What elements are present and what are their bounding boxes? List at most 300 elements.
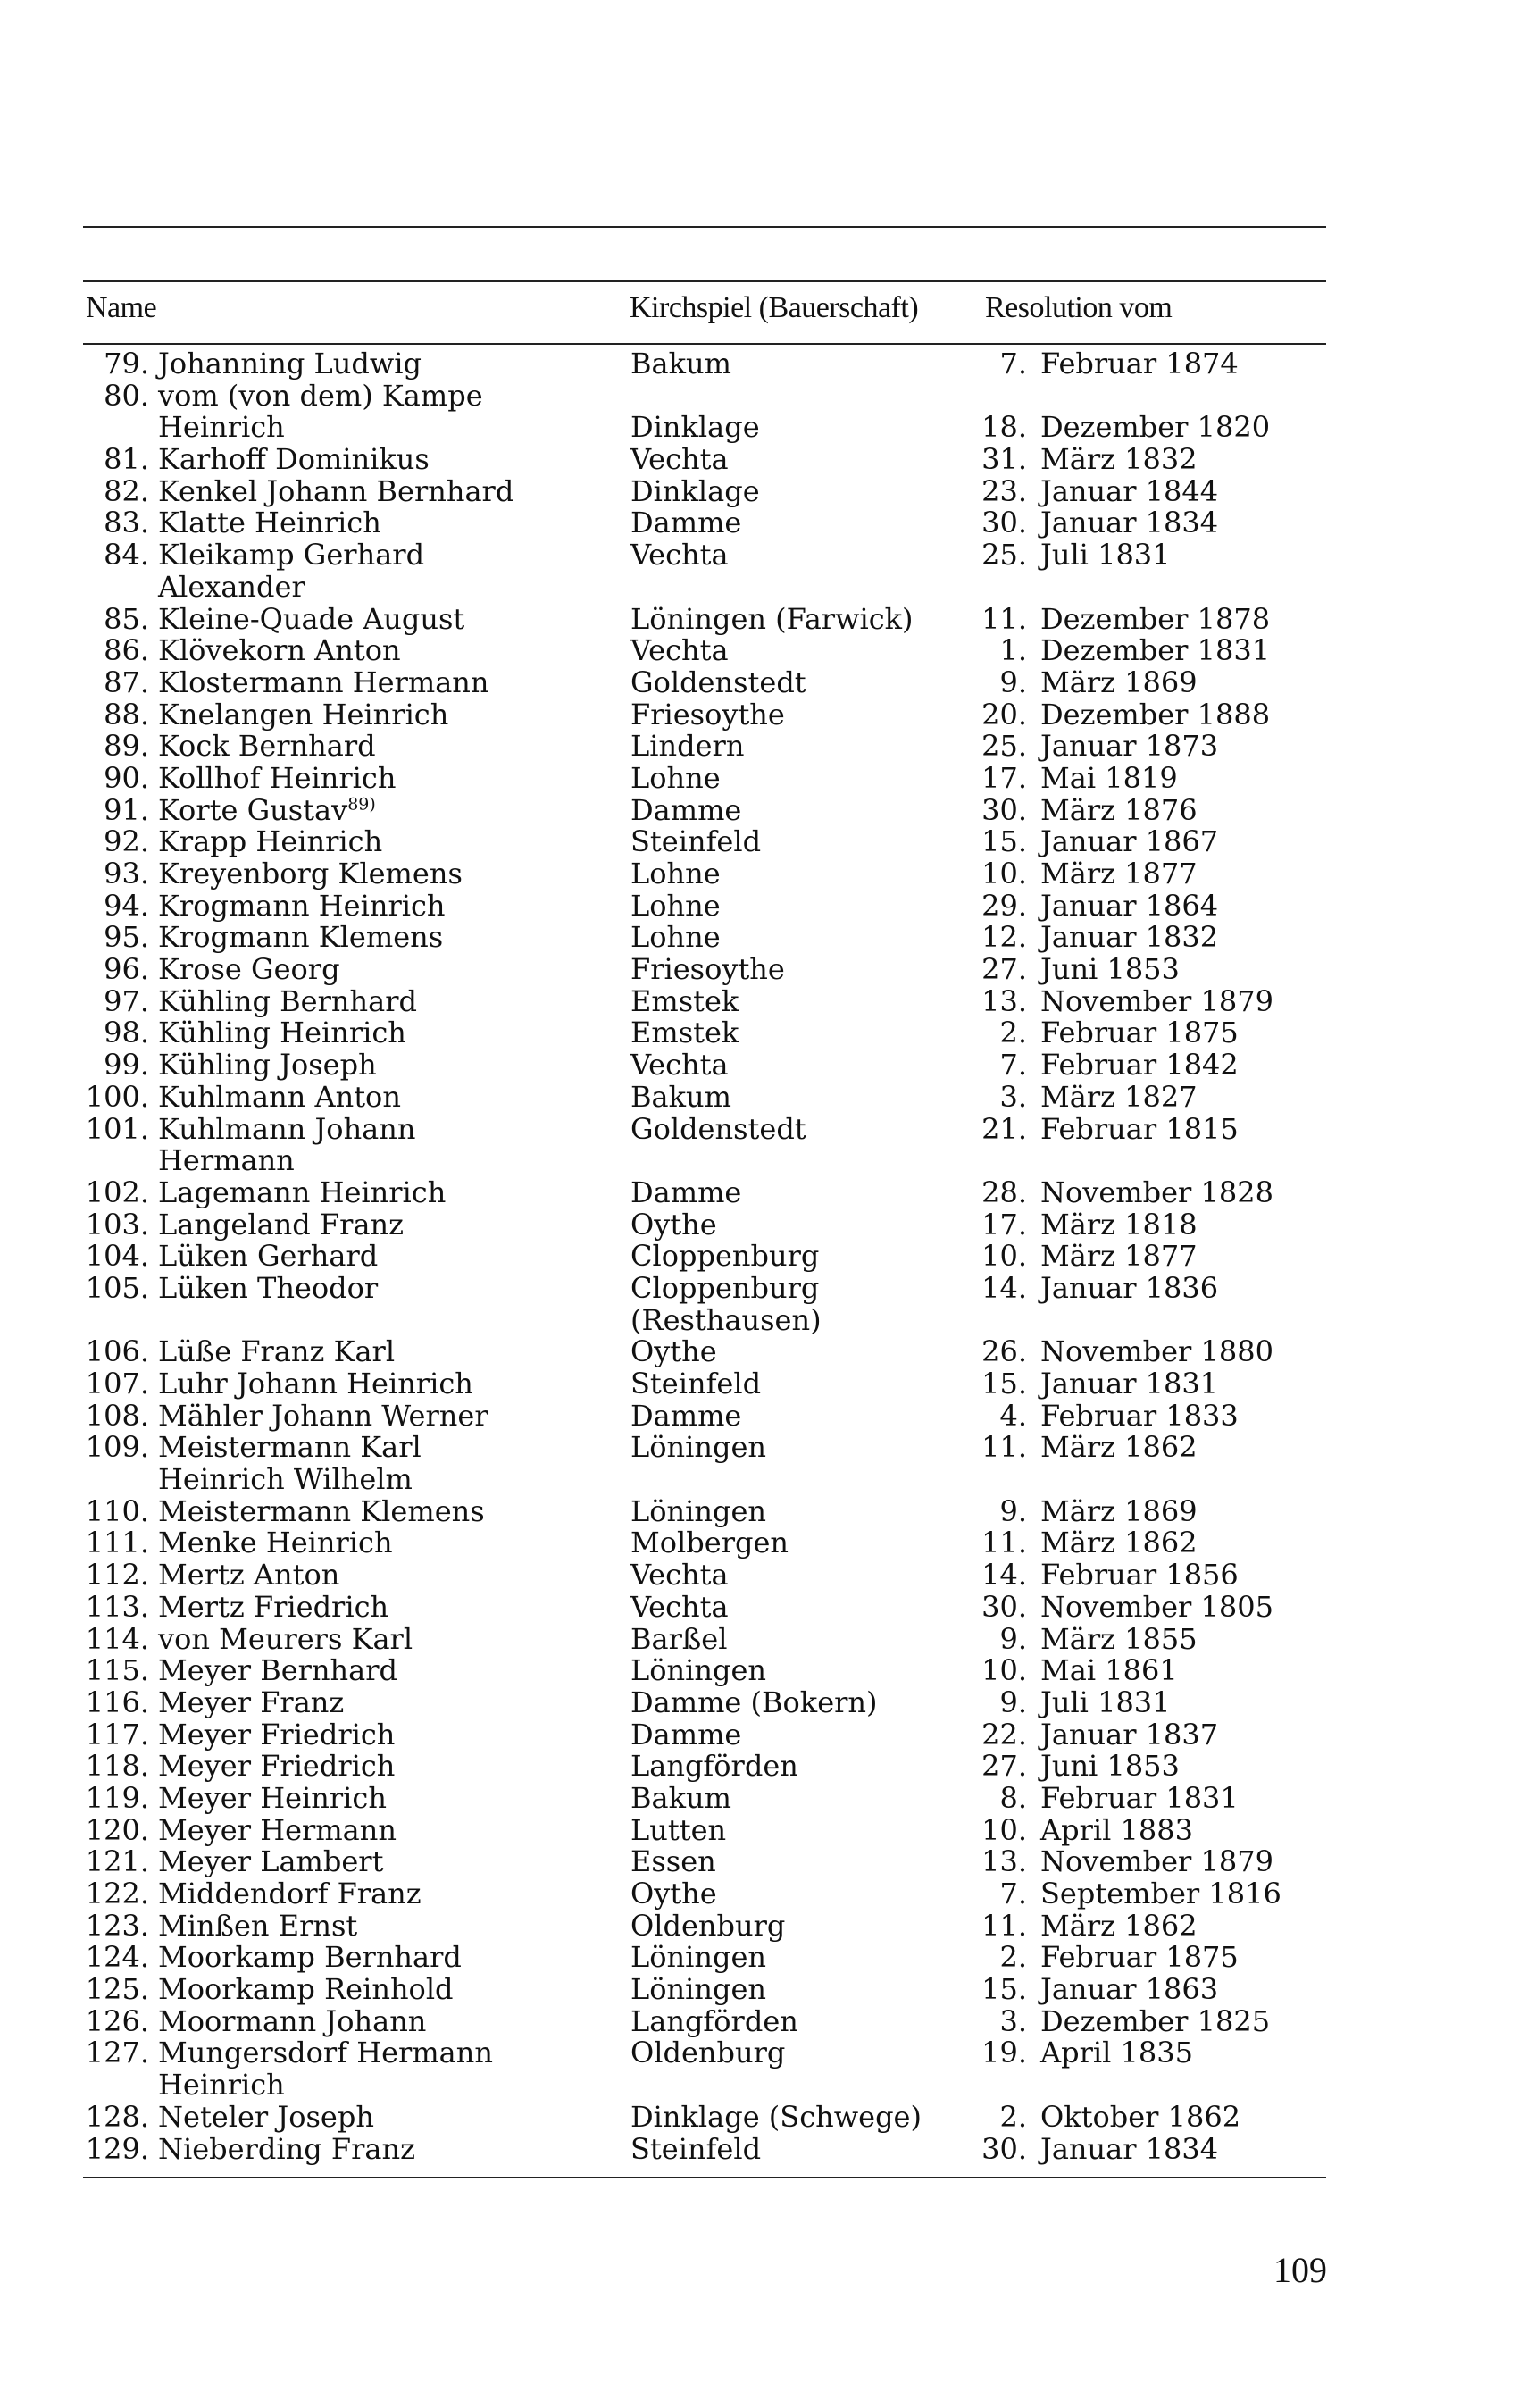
entry-number: 82. — [104, 473, 149, 508]
table-row — [0, 858, 1536, 890]
entry-month-year: Dezember 1831 — [1040, 633, 1271, 668]
entry-name: Meistermann Klemens — [158, 1493, 485, 1528]
entry-number: 122. — [85, 1877, 149, 1911]
entry-month-year: März 1855 — [1040, 1621, 1198, 1656]
header-bottom-rule — [83, 343, 1326, 345]
entry-day: 1. — [999, 633, 1027, 668]
entry-month-year: Januar 1834 — [1040, 506, 1219, 540]
table-row — [0, 954, 1536, 986]
entry-number: 95. — [104, 920, 149, 955]
entry-name: Heinrich — [158, 2068, 285, 2103]
entry-name: Kock Bernhard — [158, 729, 376, 764]
entry-month-year: März 1862 — [1040, 1526, 1198, 1560]
entry-parish: Lohne — [630, 888, 721, 923]
entry-day: 31. — [981, 442, 1027, 477]
entry-day: 9. — [999, 1685, 1027, 1719]
entry-day: 27. — [981, 1749, 1027, 1784]
entry-month-year: März 1832 — [1040, 442, 1198, 477]
entry-day: 20. — [981, 697, 1027, 732]
entry-number: 98. — [104, 1016, 149, 1050]
entry-number: 86. — [104, 633, 149, 668]
entry-month-year: März 1876 — [1040, 792, 1198, 827]
table-row — [0, 1942, 1536, 1974]
entry-name: Korte Gustav$^{89)}$ — [158, 792, 376, 827]
table-row — [0, 1111, 1536, 1178]
entry-number: 127. — [85, 2036, 149, 2070]
entry-number: 100. — [85, 1079, 149, 1114]
entry-name: Lagemann Heinrich — [158, 1175, 447, 1209]
entry-day: 11. — [981, 601, 1027, 636]
table-row — [0, 1780, 1536, 1815]
entry-number: 102. — [85, 1175, 149, 1209]
entry-number: 107. — [85, 1367, 149, 1400]
entry-name: Meyer Hermann — [158, 1812, 397, 1847]
entry-day: 15. — [981, 824, 1027, 859]
entry-month-year: Dezember 1825 — [1040, 2003, 1271, 2038]
entry-month-year: Januar 1873 — [1040, 729, 1219, 764]
entry-month-year: März 1818 — [1040, 1207, 1198, 1242]
table-row — [0, 1527, 1536, 1559]
column-header-parish: Kirchspiel (Bauerschaft) — [630, 291, 919, 324]
entry-parish: Löningen (Farwick) — [630, 601, 914, 636]
entry-day: 26. — [981, 1334, 1027, 1369]
table-row — [0, 1177, 1536, 1209]
entry-day: 2. — [999, 1016, 1027, 1050]
entry-day: 14. — [981, 1270, 1027, 1305]
table-row — [0, 1209, 1536, 1242]
entry-month-year: Januar 1836 — [1040, 1270, 1219, 1305]
page-number: 109 — [1273, 2250, 1327, 2290]
entry-parish: Löningen — [630, 1972, 766, 2007]
entry-parish: Langförden — [630, 2003, 798, 2038]
entry-day: 27. — [981, 952, 1027, 987]
footnote-marker: 89) — [347, 793, 376, 814]
entry-number: 123. — [85, 1908, 149, 1943]
entry-parish: Lohne — [630, 857, 721, 890]
entry-number: 112. — [85, 1558, 149, 1593]
entry-name: Langeland Franz — [158, 1207, 404, 1242]
entry-day: 17. — [981, 760, 1027, 795]
entry-name: Hermann — [158, 1143, 295, 1178]
entry-day: 25. — [981, 729, 1027, 764]
entry-parish: Lutten — [630, 1812, 727, 1847]
entry-name: Kreyenborg Klemens — [158, 857, 463, 890]
entry-month-year: Januar 1831 — [1040, 1367, 1219, 1400]
entry-parish: Vechta — [630, 1048, 729, 1083]
entry-parish: (Resthausen) — [630, 1302, 822, 1337]
entry-day: 7. — [999, 1048, 1027, 1083]
entry-name: Meistermann Karl — [158, 1430, 422, 1465]
entry-month-year: Juni 1853 — [1040, 1749, 1180, 1784]
table-row — [0, 1655, 1536, 1687]
entry-parish: Löningen — [630, 1430, 766, 1465]
table-row — [0, 1017, 1536, 1049]
table-row — [0, 1846, 1536, 1878]
entry-parish: Löningen — [630, 1653, 766, 1688]
entry-parish: Vechta — [630, 633, 729, 668]
entry-day: 29. — [981, 888, 1027, 923]
entry-month-year: November 1879 — [1040, 1844, 1273, 1879]
entry-number: 116. — [85, 1685, 149, 1719]
table-row — [0, 1559, 1536, 1592]
entry-month-year: September 1816 — [1040, 1877, 1281, 1911]
entry-day: 7. — [999, 1877, 1027, 1911]
entry-month-year: März 1827 — [1040, 1079, 1198, 1114]
entry-month-year: Februar 1833 — [1040, 1398, 1239, 1433]
header-top-rule — [83, 280, 1326, 282]
entry-name: Menke Heinrich — [158, 1526, 393, 1560]
entry-number: 81. — [104, 442, 149, 477]
table-row — [0, 1751, 1536, 1783]
entry-name: Kleine-Quade August — [158, 601, 465, 636]
entry-number: 104. — [85, 1239, 149, 1274]
entry-number: 92. — [104, 824, 149, 859]
table-row — [0, 2131, 1536, 2166]
entry-day: 3. — [999, 2003, 1027, 2038]
table-row — [0, 1493, 1536, 1528]
entry-parish: Damme (Bokern) — [630, 1685, 878, 1719]
entry-month-year: November 1805 — [1040, 1589, 1273, 1624]
entry-number: 109. — [85, 1430, 149, 1465]
entry-parish: Barßel — [630, 1621, 728, 1656]
entry-month-year: Dezember 1878 — [1040, 601, 1271, 636]
entry-number: 117. — [85, 1717, 149, 1752]
table-row — [0, 1368, 1536, 1400]
entry-day: 9. — [999, 1621, 1027, 1656]
entry-day: 13. — [981, 983, 1027, 1018]
entry-number: 85. — [104, 601, 149, 636]
entry-parish: Friesoythe — [630, 697, 785, 732]
entry-parish: Emstek — [630, 1016, 739, 1050]
table-row — [0, 1974, 1536, 2006]
entry-name: Klostermann Hermann — [158, 665, 489, 699]
entry-parish: Bakum — [630, 1780, 731, 1815]
table-row — [0, 826, 1536, 858]
table-row — [0, 1719, 1536, 1752]
entry-name: Kollhof Heinrich — [158, 760, 397, 795]
table-row — [0, 2003, 1536, 2038]
entry-month-year: Februar 1874 — [1040, 347, 1239, 380]
entry-day: 30. — [981, 2131, 1027, 2166]
entry-number: 97. — [104, 983, 149, 1018]
entry-day: 8. — [999, 1780, 1027, 1815]
entry-month-year: Mai 1819 — [1040, 760, 1178, 795]
table-row — [0, 1589, 1536, 1624]
entry-parish: Langförden — [630, 1749, 798, 1784]
entry-name: Krogmann Heinrich — [158, 888, 446, 923]
entry-month-year: Juni 1853 — [1040, 952, 1180, 987]
entry-name: Kühling Joseph — [158, 1048, 377, 1083]
entry-day: 3. — [999, 1079, 1027, 1114]
entry-name: Meyer Bernhard — [158, 1653, 398, 1688]
entry-name: von Meurers Karl — [158, 1621, 413, 1656]
table-row — [0, 1241, 1536, 1273]
entry-number: 87. — [104, 665, 149, 699]
entry-name: Moorkamp Reinhold — [158, 1972, 454, 2007]
entry-number: 99. — [104, 1048, 149, 1083]
entry-parish: Oldenburg — [630, 1908, 786, 1943]
entry-number: 94. — [104, 888, 149, 923]
entry-parish: Damme — [630, 1175, 742, 1209]
entry-month-year: Januar 1864 — [1040, 888, 1219, 923]
entry-name: Klatte Heinrich — [158, 506, 381, 540]
entry-parish: Oythe — [630, 1877, 717, 1911]
entry-parish: Dinklage (Schwege) — [630, 2099, 922, 2134]
entry-month-year: Oktober 1862 — [1040, 2099, 1241, 2134]
table-row — [0, 2037, 1536, 2101]
entry-day: 12. — [981, 920, 1027, 955]
entry-name: Neteler Joseph — [158, 2099, 374, 2134]
entry-day: 10. — [981, 1239, 1027, 1274]
entry-number: 124. — [85, 1940, 149, 1975]
entry-month-year: Januar 1863 — [1040, 1972, 1219, 2007]
entry-number: 114. — [85, 1621, 149, 1656]
entry-name: Meyer Franz — [158, 1685, 345, 1719]
table-row — [0, 2099, 1536, 2134]
entry-month-year: Juli 1831 — [1040, 538, 1171, 573]
entry-day: 21. — [981, 1111, 1027, 1146]
entry-day: 9. — [999, 1493, 1027, 1528]
entry-day: 2. — [999, 2099, 1027, 2134]
table-row — [0, 1336, 1536, 1368]
entry-month-year: März 1877 — [1040, 857, 1198, 890]
entry-parish: Oythe — [630, 1334, 717, 1369]
entry-month-year: Februar 1815 — [1040, 1111, 1239, 1146]
entry-month-year: Februar 1875 — [1040, 1940, 1239, 1975]
entry-parish: Damme — [630, 792, 742, 827]
table-row — [0, 731, 1536, 763]
entry-name: Minßen Ernst — [158, 1908, 358, 1943]
table-row — [0, 983, 1536, 1018]
table-bottom-rule — [83, 2177, 1326, 2178]
entry-parish: Emstek — [630, 983, 739, 1018]
entry-name: Middendorf Franz — [158, 1877, 422, 1911]
table-row — [0, 667, 1536, 699]
entry-parish: Vechta — [630, 1558, 729, 1593]
entry-name: Meyer Friedrich — [158, 1749, 396, 1784]
entry-day: 17. — [981, 1207, 1027, 1242]
entry-parish: Oythe — [630, 1207, 717, 1242]
table-row — [0, 1049, 1536, 1082]
entry-day: 2. — [999, 1940, 1027, 1975]
entry-day: 14. — [981, 1558, 1027, 1593]
entry-number: 128. — [85, 2099, 149, 2134]
entry-number: 79. — [104, 347, 149, 380]
entry-name: Moormann Johann — [158, 2003, 427, 2038]
entry-name: Lüße Franz Karl — [158, 1334, 396, 1369]
entry-parish: Damme — [630, 1717, 742, 1752]
entry-day: 11. — [981, 1908, 1027, 1943]
table-row — [0, 507, 1536, 539]
entry-month-year: April 1835 — [1040, 2036, 1193, 2070]
table-row — [0, 1079, 1536, 1114]
entry-number: 80. — [104, 378, 149, 413]
entry-name: Krose Georg — [158, 952, 340, 987]
entry-parish: Vechta — [630, 1589, 729, 1624]
entry-month-year: Februar 1831 — [1040, 1780, 1239, 1815]
entry-month-year: Mai 1861 — [1040, 1653, 1178, 1688]
entry-name: Knelangen Heinrich — [158, 697, 449, 732]
entry-name: Johanning Ludwig — [158, 347, 422, 380]
entry-name: Luhr Johann Heinrich — [158, 1367, 473, 1400]
entry-month-year: Dezember 1888 — [1040, 697, 1271, 732]
table-row — [0, 890, 1536, 923]
entry-day: 30. — [981, 506, 1027, 540]
entry-day: 11. — [981, 1430, 1027, 1465]
table-row — [0, 473, 1536, 508]
entry-list — [0, 348, 1536, 2165]
column-header-date: Resolution vom — [985, 291, 1173, 324]
entry-number: 88. — [104, 697, 149, 732]
entry-name: Mähler Johann Werner — [158, 1398, 488, 1433]
entry-month-year: November 1828 — [1040, 1175, 1273, 1209]
top-rule — [83, 226, 1326, 228]
entry-day: 19. — [981, 2036, 1027, 2070]
table-row — [0, 699, 1536, 732]
entry-number: 103. — [85, 1207, 149, 1242]
entry-day: 4. — [999, 1398, 1027, 1433]
entry-parish: Steinfeld — [630, 1367, 762, 1400]
entry-parish: Lindern — [630, 729, 745, 764]
entry-number: 96. — [104, 952, 149, 987]
entry-day: 10. — [981, 857, 1027, 890]
entry-number: 121. — [85, 1844, 149, 1879]
entry-month-year: April 1883 — [1040, 1812, 1193, 1847]
entry-parish: Damme — [630, 506, 742, 540]
entry-parish: Cloppenburg — [630, 1270, 820, 1305]
table-row — [0, 1621, 1536, 1656]
entry-number: 93. — [104, 857, 149, 890]
table-row — [0, 1908, 1536, 1943]
table-row — [0, 1432, 1536, 1495]
table-row — [0, 539, 1536, 603]
entry-number: 101. — [85, 1111, 149, 1146]
entry-name: Klövekorn Anton — [158, 633, 401, 668]
entry-month-year: Januar 1867 — [1040, 824, 1219, 859]
entry-parish: Vechta — [630, 442, 729, 477]
entry-name: Meyer Lambert — [158, 1844, 384, 1879]
entry-number: 119. — [85, 1780, 149, 1815]
table-row — [0, 1687, 1536, 1719]
entry-number: 115. — [85, 1653, 149, 1688]
table-row — [0, 635, 1536, 667]
table-row — [0, 1400, 1536, 1433]
entry-parish: Bakum — [630, 347, 731, 380]
table-row — [0, 444, 1536, 476]
table-row — [0, 760, 1536, 795]
entry-name: Alexander — [158, 569, 305, 604]
entry-number: 129. — [85, 2131, 149, 2166]
table-row — [0, 792, 1536, 827]
entry-day: 11. — [981, 1526, 1027, 1560]
table-row — [0, 1812, 1536, 1847]
entry-number: 91. — [104, 792, 149, 827]
entry-name: Kühling Bernhard — [158, 983, 417, 1018]
entry-number: 113. — [85, 1589, 149, 1624]
entry-parish: Goldenstedt — [630, 1111, 806, 1146]
entry-month-year: März 1862 — [1040, 1430, 1198, 1465]
table-row — [0, 348, 1536, 380]
entry-parish: Dinklage — [630, 473, 760, 508]
entry-name: Lüken Gerhard — [158, 1239, 379, 1274]
entry-name: Mungersdorf Hermann — [158, 2036, 493, 2070]
entry-month-year: März 1869 — [1040, 1493, 1198, 1528]
entry-parish: Essen — [630, 1844, 716, 1879]
entry-number: 120. — [85, 1812, 149, 1847]
entry-number: 90. — [104, 760, 149, 795]
entry-month-year: Februar 1875 — [1040, 1016, 1239, 1050]
entry-name: Kuhlmann Anton — [158, 1079, 401, 1114]
entry-day: 23. — [981, 473, 1027, 508]
entry-name: Heinrich Wilhelm — [158, 1462, 413, 1497]
entry-month-year: Januar 1832 — [1040, 920, 1219, 955]
entry-parish: Molbergen — [630, 1526, 789, 1560]
entry-month-year: Februar 1856 — [1040, 1558, 1239, 1593]
entry-name: Meyer Friedrich — [158, 1717, 396, 1752]
entry-name: Lüken Theodor — [158, 1270, 379, 1305]
entry-day: 28. — [981, 1175, 1027, 1209]
entry-month-year: Dezember 1820 — [1040, 410, 1271, 445]
entry-day: 30. — [981, 792, 1027, 827]
entry-parish: Steinfeld — [630, 824, 762, 859]
entry-month-year: November 1879 — [1040, 983, 1273, 1018]
entry-number: 125. — [85, 1972, 149, 2007]
entry-parish: Löningen — [630, 1493, 766, 1528]
table-row — [0, 601, 1536, 636]
entry-number: 89. — [104, 729, 149, 764]
entry-number: 118. — [85, 1749, 149, 1784]
entry-parish: Vechta — [630, 538, 729, 573]
entry-day: 15. — [981, 1972, 1027, 2007]
entry-month-year: Januar 1844 — [1040, 473, 1219, 508]
entry-name: Mertz Anton — [158, 1558, 340, 1593]
entry-parish: Oldenburg — [630, 2036, 786, 2070]
entry-name: Kühling Heinrich — [158, 1016, 406, 1050]
entry-name: Nieberding Franz — [158, 2131, 415, 2166]
entry-parish: Steinfeld — [630, 2131, 762, 2166]
table-row — [0, 1270, 1536, 1337]
entry-parish: Lohne — [630, 920, 721, 955]
table-row — [0, 380, 1536, 444]
entry-day: 10. — [981, 1653, 1027, 1688]
entry-day: 25. — [981, 538, 1027, 573]
entry-name: Krogmann Klemens — [158, 920, 444, 955]
entry-name: Kuhlmann Johann — [158, 1111, 416, 1146]
entry-number: 110. — [85, 1493, 149, 1528]
entry-number: 106. — [85, 1334, 149, 1369]
entry-name: Kenkel Johann Bernhard — [158, 473, 514, 508]
entry-day: 22. — [981, 1717, 1027, 1752]
entry-day: 18. — [981, 410, 1027, 445]
table-row — [0, 922, 1536, 954]
entry-parish: Friesoythe — [630, 952, 785, 987]
entry-name: Mertz Friedrich — [158, 1589, 389, 1624]
entry-month-year: März 1877 — [1040, 1239, 1198, 1274]
entry-day: 9. — [999, 665, 1027, 699]
entry-name: Kleikamp Gerhard — [158, 538, 425, 573]
entry-number: 108. — [85, 1398, 149, 1433]
entry-parish: Löningen — [630, 1940, 766, 1975]
entry-month-year: November 1880 — [1040, 1334, 1273, 1369]
entry-name: Meyer Heinrich — [158, 1780, 387, 1815]
entry-day: 30. — [981, 1589, 1027, 1624]
entry-name: vom (von dem) Kampe — [158, 378, 483, 413]
entry-name: Krapp Heinrich — [158, 824, 383, 859]
entry-parish: Goldenstedt — [630, 665, 806, 699]
entry-number: 105. — [85, 1270, 149, 1305]
entry-month-year: März 1869 — [1040, 665, 1198, 699]
table-row — [0, 1878, 1536, 1911]
